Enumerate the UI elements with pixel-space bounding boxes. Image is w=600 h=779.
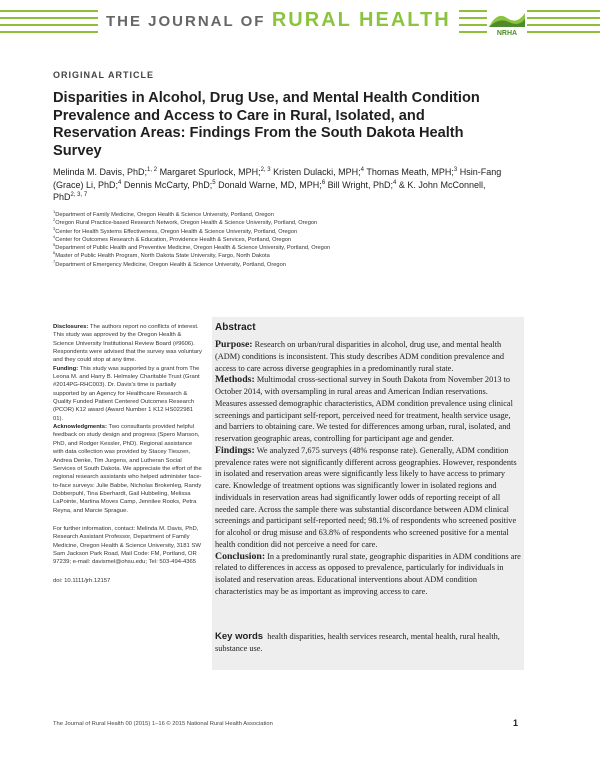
article-type: ORIGINAL ARTICLE bbox=[53, 70, 154, 80]
nrha-logo-icon bbox=[487, 8, 527, 38]
affiliation-ref: 2, 3, 7 bbox=[70, 192, 88, 199]
abstract-section-text: In a predominantly rural state, geographic disparities in ADM conditions are related to differences in access as opposed to prevalence, particularly for individuals in isolated and reservation areas. Educational interventions about ADM condition characteristics may be as important as improving access to care. bbox=[215, 551, 521, 596]
author-name: Hsin-Fang (Grace) Li, PhD; bbox=[53, 167, 502, 190]
disclosures-label: Disclosures: bbox=[53, 324, 89, 330]
keywords-label: Key words bbox=[215, 631, 264, 642]
doi-link[interactable]: doi: 10.1111/jrh.12157 bbox=[53, 577, 111, 584]
article-notes-sidebar bbox=[53, 323, 203, 585]
abstract-section-text: We analyzed 7,675 surveys (48% response rate). Generally, ADM condition prevalence rates were not significantly different across geographies. However, respondents in isolated and reservation areas were significantly less likely to have access to primary care. Knowledge of treatment options was significantly lower in isolated regions and individuals in reservation areas had significantly lower odds of reporting receipt of all needed care. Across the sample there was substantial discordance between ADM clinical screenings and participant self-reported need; 98.1% of respondents who screened positive for alcohol or drug misuse and 63.8% of respondents who screened positive for a mental health condition did not perceive a need for care. bbox=[215, 445, 517, 549]
author bbox=[124, 180, 216, 190]
author bbox=[160, 167, 271, 177]
nrha-logo-text: NRHA bbox=[496, 30, 518, 37]
funding-label: Funding: bbox=[53, 365, 79, 372]
affiliation-text: Department of Public Health and Preventive Medicine, Oregon Health & Science University, Portland, Oregon bbox=[55, 245, 331, 252]
affiliation-ref: 4 bbox=[393, 179, 397, 186]
affiliation-ref: 2, 3 bbox=[260, 167, 271, 173]
affiliation-ref: 1, 2 bbox=[147, 167, 158, 173]
acknowledgments-label: Acknowledgments: bbox=[53, 424, 108, 431]
abstract-heading: Abstract bbox=[215, 322, 256, 333]
affiliation-item bbox=[53, 211, 503, 219]
author-name: Donald Warne, MD, MPH; bbox=[218, 179, 322, 190]
author-list bbox=[53, 166, 503, 204]
journal-name-prefix: THE JOURNAL OF bbox=[106, 13, 266, 30]
affiliation-number: 5 bbox=[53, 242, 56, 248]
author-name: Dennis McCarty, PhD; bbox=[123, 179, 213, 190]
abstract-section-text: Multimodal cross-sectional survey in South Dakota from November 2013 to October 2014, with oversampling in rural areas and American Indian reservations. Measures assessed demographic characteristics, ADM condition prevalence using clinical screenings and participant self-report, perceived need for treatment, health service usage, and barriers to obtaining care. We tested for differences among urban, rural, isolated, and reservation geographic areas, controlling for participant age and gender. bbox=[215, 375, 513, 443]
abstract-purpose bbox=[215, 339, 521, 374]
funding-note bbox=[53, 365, 203, 423]
author bbox=[366, 167, 457, 177]
funding-text: This study was supported by a grant from The Leona M. and Harry B. Helmsley Charitable Trust (Grant #2014PG-RHC003). Dr. Davis's time is partially supported by an Agency for Healthcare Research & Quality Funded Patient Centered Outcomes Research (PCOR) K12 award (Award Number 1 K12 HS022981 01). bbox=[53, 365, 200, 422]
abstract-conclusion bbox=[215, 551, 521, 598]
affiliation-number: 3 bbox=[53, 225, 56, 231]
author bbox=[328, 180, 397, 190]
author-name: Margaret Spurlock, MPH; bbox=[159, 167, 261, 177]
author bbox=[53, 167, 157, 177]
affiliation-item bbox=[53, 252, 503, 260]
affiliation-ref: 4 bbox=[118, 179, 122, 186]
abstract-methods bbox=[215, 374, 521, 445]
page-number: 1 bbox=[513, 718, 519, 728]
article-title: Disparities in Alcohol, Drug Use, and Mental Health Condition Prevalence and Access to Care in Rural, Isolated, and Reservation Areas: Findings From the South Dakota Health Survey bbox=[53, 90, 480, 159]
keywords-text: health disparities, health services research, mental health, rural health, substance use. bbox=[215, 632, 500, 653]
affiliation-ref: 4 bbox=[360, 167, 364, 173]
journal-name-main: RURAL HEALTH bbox=[271, 9, 451, 31]
author-ampersand: & bbox=[398, 179, 405, 190]
abstract-box bbox=[212, 317, 524, 670]
affiliation-item bbox=[53, 258, 503, 269]
journal-header bbox=[0, 0, 600, 44]
sidebar-spacer bbox=[53, 567, 203, 577]
affiliation-ref: 3 bbox=[453, 167, 458, 173]
affiliation-item bbox=[53, 244, 503, 252]
acknowledgments-text: Two consultants provided helpful feedback on study design and progress (Spero Manson, PhD, and Rodger Kessler, PhD). Regional assistance with data collection was provided by Stacey Tieszen, Andrea Denke, Tim Jurgens, and Lutheran Social Services of South Dakota. We appreciate the effort of the regional research assistants who helped administer face-to-face surveys: Julie Babbe, Nicholas Brokenleg, Randy Dobberpuhl, Tina Eberhardt, Gail Hubbeling, Melissa LaPointe, Martina Moves Camp, Jennilee Rooks, Petra Reyna, and Marcie Sprague. bbox=[53, 424, 202, 514]
affiliation-text: Department of Emergency Medicine, Oregon Health & Science University, Portland, Oregon bbox=[55, 261, 286, 268]
page-footer-citation: The Journal of Rural Health 00 (2015) 1–16 © 2015 National Rural Health Association bbox=[53, 721, 273, 727]
acknowledgments-note bbox=[53, 423, 203, 515]
nrha-logo bbox=[487, 8, 527, 38]
affiliation-text: Master of Public Health Program, North Dakota State University, Fargo, North Dakota bbox=[55, 253, 270, 260]
affiliation-item bbox=[53, 236, 503, 244]
affiliation-text: Oregon Rural Practice-based Research Network, Oregon Health & Science University, Portland, Oregon bbox=[55, 220, 318, 227]
abstract-section-text: Research on urban/rural disparities in alcohol, drug use, and mental health (ADM) conditions is inconsistent. This study describes ADM condition prevalence and access to care across diverse geographies in a predominantly rural state. bbox=[215, 340, 505, 373]
author-name: Kristen Dulacki, MPH; bbox=[273, 167, 361, 177]
abstract-section-label: Purpose: bbox=[215, 339, 253, 350]
disclosures-note bbox=[53, 323, 203, 365]
affiliation-item bbox=[53, 225, 503, 236]
affiliation-text: Department of Family Medicine, Oregon Health & Science University, Portland, Oregon bbox=[55, 212, 274, 218]
abstract-findings bbox=[215, 445, 521, 551]
author-name: Bill Wright, PhD; bbox=[327, 179, 394, 190]
affiliation-text: Center for Outcomes Research & Education, Providence Health & Services, Portland, Oregon bbox=[55, 236, 292, 243]
affiliation-number: 4 bbox=[53, 234, 56, 239]
affiliation-list bbox=[53, 211, 503, 269]
abstract-section-label: Findings: bbox=[215, 444, 255, 456]
affiliation-ref: 6 bbox=[321, 179, 326, 186]
author-name: K. John McConnell, PhD bbox=[53, 179, 486, 203]
author bbox=[273, 167, 364, 177]
abstract-section-label: Methods: bbox=[215, 374, 255, 386]
affiliation-ref: 5 bbox=[212, 179, 216, 186]
keywords bbox=[215, 631, 521, 655]
affiliation-number: 1 bbox=[53, 209, 56, 215]
affiliation-number: 7 bbox=[53, 258, 56, 264]
author-name: Thomas Meath, MPH; bbox=[366, 167, 454, 177]
journal-name bbox=[98, 9, 459, 35]
author-name: Melinda M. Davis, PhD; bbox=[53, 167, 148, 177]
affiliation-number: 6 bbox=[53, 250, 56, 256]
affiliation-text: Center for Health Systems Effectiveness, Oregon Health & Science University, Portland, Oregon bbox=[55, 228, 298, 235]
sidebar-spacer bbox=[53, 515, 203, 525]
author bbox=[218, 180, 325, 190]
disclosures-text: The authors report no conflicts of interest. This study was approved by the Oregon Health & Science University Institutional Review Board (#9606). Respondents were advised that the survey was voluntary and they could stop at any time. bbox=[53, 324, 202, 364]
affiliation-item bbox=[53, 219, 503, 227]
affiliation-number: 2 bbox=[53, 217, 56, 223]
abstract-section-label: Conclusion: bbox=[215, 550, 266, 562]
abstract-body bbox=[215, 339, 521, 598]
contact-note: For further information, contact: Melinda M. Davis, PhD, Research Assistant Professor, Department of Family Medicine, Oregon Health & Science University, 3181 SW Sam Jackson Park Road, Mail Code: FM, Portland, OR 97239; e-mail: davismel@ohsu.edu; Tel: 503-494-4365 bbox=[53, 525, 201, 566]
